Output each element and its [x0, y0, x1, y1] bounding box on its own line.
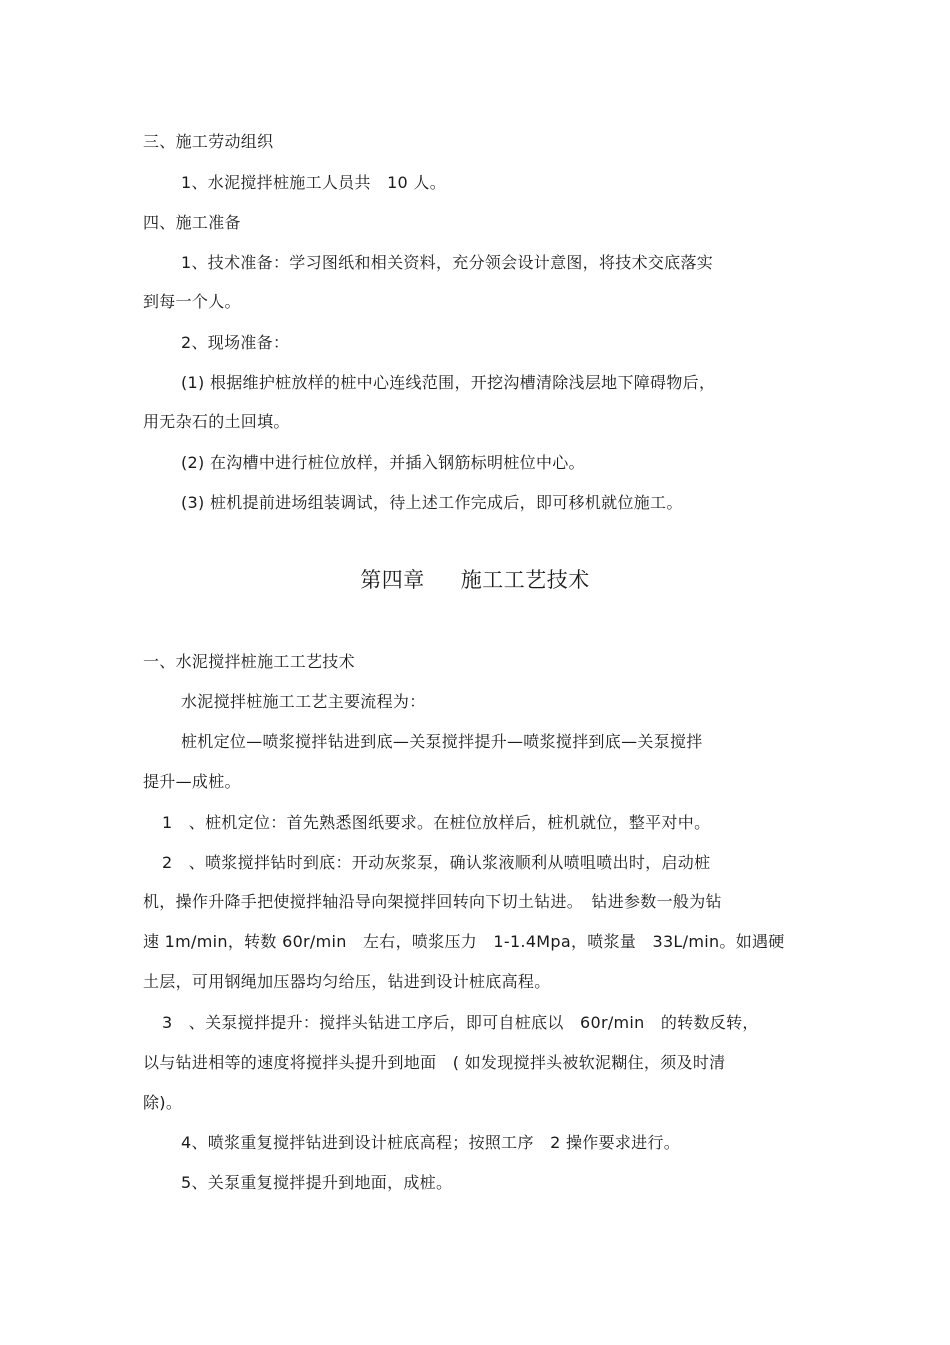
step-3-line-2: 以与钻进相等的速度将搅拌头提升到地面 ( 如发现搅拌头被软泥糊住，须及时清 — [143, 1053, 726, 1072]
prep-sub-1-line-2: 用无杂石的土回填。 — [143, 412, 290, 431]
step-5: 5、关泵重复搅拌提升到地面，成桩。 — [181, 1173, 453, 1192]
process-intro: 水泥搅拌桩施工工艺主要流程为： — [181, 692, 426, 711]
prep-sub-2: (2) 在沟槽中进行桩位放样，并插入钢筋标明桩位中心。 — [181, 453, 585, 472]
section-heading-preparation: 四、施工准备 — [143, 213, 241, 232]
prep-item-2: 2、现场准备： — [181, 333, 290, 352]
step-2-line-3: 速 1m/min，转数 60r/min 左右，喷浆压力 1-1.4Mpa，喷浆量 33L/min。如遇硬 — [143, 932, 785, 951]
process-flow-line-2: 提升—成桩。 — [143, 772, 241, 791]
section-heading-process: 一、水泥搅拌桩施工工艺技术 — [143, 652, 355, 671]
step-4: 4、喷浆重复搅拌钻进到设计桩底高程；按照工序 2 操作要求进行。 — [181, 1133, 681, 1152]
section-heading-labor: 三、施工劳动组织 — [143, 132, 274, 151]
prep-sub-3: (3) 桩机提前进场组装调试，待上述工作完成后，即可移机就位施工。 — [181, 493, 683, 512]
chapter-name: 施工工艺技术 — [460, 568, 590, 592]
step-2-line-4: 土层，可用钢绳加压器均匀给压，钻进到设计桩底高程。 — [143, 972, 551, 991]
labor-item-1: 1、水泥搅拌桩施工人员共 10 人。 — [181, 173, 447, 192]
prep-item-1-line-2: 到每一个人。 — [143, 292, 241, 311]
step-1: 1 、桩机定位：首先熟悉图纸要求。在桩位放样后，桩机就位，整平对中。 — [162, 813, 711, 832]
step-3-line-3: 除)。 — [143, 1093, 183, 1112]
prep-sub-1-line-1: (1) 根据维护桩放样的桩中心连线范围，开挖沟槽清除浅层地下障碍物后， — [181, 373, 716, 392]
chapter-number: 第四章 — [360, 568, 425, 592]
prep-item-1-line-1: 1、技术准备：学习图纸和相关资料，充分领会设计意图，将技术交底落实 — [181, 253, 714, 272]
chapter-title — [0, 566, 950, 594]
step-3-line-1: 3 、关泵搅拌提升：搅拌头钻进工序后，即可自桩底以 60r/min 的转数反转， — [162, 1013, 759, 1032]
step-2-line-1: 2 、喷浆搅拌钻时到底：开动灰浆泵，确认浆液顺利从喷咀喷出时，启动桩 — [162, 853, 711, 872]
step-2-line-2: 机，操作升降手把使搅拌轴沿导向架搅拌回转向下切土钻进。 钻进参数一般为钻 — [143, 892, 722, 911]
process-flow-line-1: 桩机定位—喷浆搅拌钻进到底—关泵搅拌提升—喷浆搅拌到底—关泵搅拌 — [181, 732, 703, 751]
